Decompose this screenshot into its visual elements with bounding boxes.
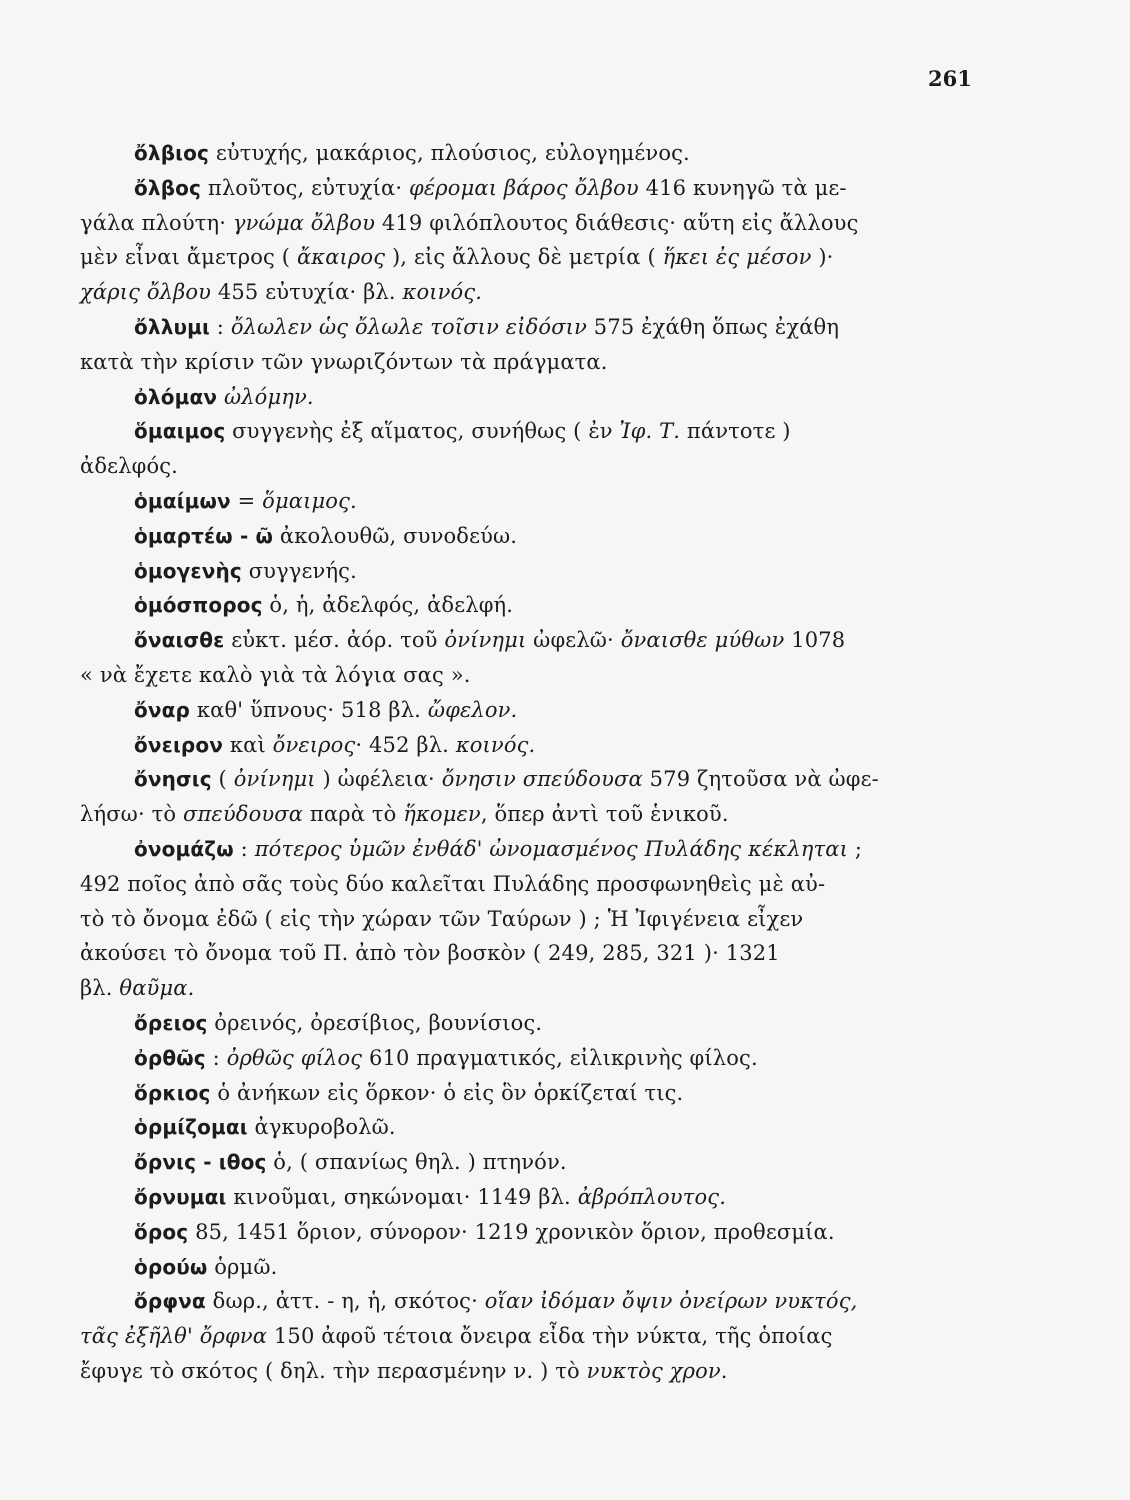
headword: ὄλβιος — [134, 141, 210, 165]
headword: ὄναρ — [134, 697, 191, 722]
text-line — [80, 728, 1080, 763]
text-run: · 452 βλ. — [355, 732, 456, 757]
text-run: ἀκούσει τὸ ὄνομα τοῦ Π. ἀπὸ τὸν βοσκὸν ( 249, 285, 321 )· 1321 — [80, 941, 780, 966]
headword: ὄρφνα — [134, 1289, 206, 1314]
text-run: = — [230, 488, 263, 513]
italic-text: ἀβρόπλουτος. — [577, 1184, 727, 1209]
italic-text: γνώμα ὄλβου — [232, 210, 376, 235]
headword: ὀλόμαν — [134, 384, 218, 409]
headword: ὅμαιμος — [134, 419, 226, 444]
italic-text: ὤφελον. — [427, 697, 518, 722]
italic-text: χάρις ὄλβου — [80, 280, 212, 305]
text-run: βλ. — [80, 976, 120, 1001]
headword: ὅρος — [134, 1219, 189, 1244]
text-run: 610 πραγματικός, εἰλικρινὴς φίλος. — [362, 1045, 758, 1070]
italic-text: θαῦμα. — [119, 976, 195, 1001]
headword: ὄρνις - ιθος — [134, 1150, 267, 1175]
text-run: : — [205, 1045, 227, 1070]
text-run: ὁ, ( σπανίως θηλ. ) πτηνόν. — [266, 1150, 567, 1175]
text-line — [80, 693, 1080, 728]
text-run: 492 ποῖος ἀπὸ σᾶς τοὺς δύο καλεῖται Πυλάδης προσφωνηθεὶς μὲ αὐ- — [80, 871, 826, 896]
text-run: μὲν εἶναι ἄμετρος ( — [80, 245, 297, 270]
italic-text: κοινός. — [455, 732, 536, 757]
text-line — [80, 519, 1080, 554]
text-line — [80, 171, 1080, 206]
italic-text: ἥκομεν — [403, 802, 481, 827]
text-line — [80, 658, 1080, 693]
text-run: εὐκτ. μέσ. ἀόρ. τοῦ — [224, 628, 445, 653]
headword: ὄρειος — [134, 1010, 208, 1035]
text-run: συγγενής. — [241, 558, 357, 583]
text-line — [80, 345, 1080, 380]
text-line — [80, 588, 1080, 623]
italic-text: τᾶς ἐξῆλθ' ὄρφνα — [80, 1324, 268, 1349]
headword: ὄναισθε — [134, 628, 225, 653]
italic-text: ὀνίνημι — [233, 767, 316, 792]
text-run: 85, 1451 ὅριον, σύνορον· 1219 χρονικὸν ὅριον, προθεσμία. — [188, 1219, 835, 1244]
text-run: ὁρμῶ. — [207, 1254, 278, 1279]
italic-text: ἥκει ἐς μέσον — [662, 245, 812, 270]
page-number: 261 — [928, 66, 972, 91]
text-run: ὁ, ἡ, ἀδελφός, ἀδελφή. — [262, 593, 514, 618]
headword: ὄνειρον — [134, 732, 224, 757]
italic-text: ὄνησιν σπεύδουσα — [441, 767, 643, 792]
text-line — [80, 1354, 1080, 1389]
text-run: καθ' ὕπνους· 518 βλ. — [190, 697, 428, 722]
text-line — [80, 554, 1080, 589]
text-line — [80, 136, 1080, 171]
text-line — [80, 1041, 1080, 1076]
headword: ὄρνυμαι — [134, 1184, 227, 1209]
text-run: ἀκολουθῶ, συνοδεύω. — [273, 523, 518, 548]
text-run: ὁ ἀνήκων εἰς ὅρκον· ὁ εἰς ὃν ὁρκίζεταί τις. — [210, 1080, 684, 1105]
text-run: 579 ζητοῦσα νὰ ὠφε- — [642, 767, 879, 792]
text-line — [80, 240, 1080, 275]
dictionary-entries — [80, 136, 1080, 1389]
text-line — [80, 414, 1080, 449]
headword: ὀνομάζω — [134, 836, 234, 861]
text-line — [80, 206, 1080, 241]
headword: ὁμογενὴς — [134, 558, 242, 583]
text-line — [80, 1284, 1080, 1319]
text-run: 575 ἐχάθη ὅπως ἐχάθη — [586, 314, 840, 339]
headword: ὁμόσπορος — [134, 593, 263, 618]
text-run: ( — [211, 767, 234, 792]
headword: ὁρούω — [134, 1254, 208, 1279]
text-line — [80, 797, 1080, 832]
italic-text: οἵαν ἰδόμαν ὄψιν ὀνείρων νυκτός, — [484, 1289, 858, 1314]
text-run: δωρ., ἀττ. - η, ἡ, σκότος· — [205, 1289, 485, 1314]
italic-text: ὀνίνημι — [444, 628, 527, 653]
text-run: , ὅπερ ἀντὶ τοῦ ἑνικοῦ. — [480, 802, 729, 827]
text-line — [80, 380, 1080, 415]
italic-text: Ἰφ. Τ. — [619, 419, 681, 444]
text-run: ὠφελῶ· — [526, 628, 621, 653]
text-line — [80, 1180, 1080, 1215]
text-run: εὐτυχής, μακάριος, πλούσιος, εὐλογημένος. — [209, 141, 690, 165]
text-run: λήσω· τὸ — [80, 802, 183, 827]
text-line — [80, 971, 1080, 1006]
text-line — [80, 623, 1080, 658]
text-run: 416 κυνηγῶ τὰ με- — [638, 175, 847, 200]
text-run: ), εἰς ἄλλους δὲ μετρία ( — [385, 245, 663, 270]
text-run: 419 φιλόπλουτος διάθεσις· αὕτη εἰς ἄλλους — [375, 210, 859, 235]
text-run: πλοῦτος, εὐτυχία· — [201, 175, 410, 200]
headword: ὄνησις — [134, 767, 212, 792]
text-run: πάντοτε ) — [680, 419, 791, 444]
text-line — [80, 902, 1080, 937]
text-run: ὀρεινός, ὀρεσίβιος, βουνίσιος. — [207, 1010, 543, 1035]
text-run: τὸ τὸ ὄνομα ἐδῶ ( εἰς τὴν χώραν τῶν Ταύρων ) ; Ἡ Ἰφιγένεια εἶχεν — [80, 906, 804, 931]
text-run: 455 εὐτυχία· βλ. — [211, 280, 403, 305]
italic-text: κοινός. — [402, 280, 483, 305]
text-line — [80, 1250, 1080, 1285]
italic-text: ὄνειρος — [272, 732, 356, 757]
italic-text: ὄναισθε μύθων — [620, 628, 785, 653]
text-line — [80, 449, 1080, 484]
italic-text: ὠλόμην. — [223, 384, 314, 409]
text-run: ; — [848, 836, 863, 861]
text-run: 150 ἀφοῦ τέτοια ὄνειρα εἶδα τὴν νύκτα, τῆς ὁποίας — [267, 1324, 833, 1349]
headword: ὄλλυμι — [134, 314, 210, 339]
text-line — [80, 1319, 1080, 1354]
headword: ὁμαίμων — [134, 488, 231, 513]
text-run: ἔφυγε τὸ σκότος ( δηλ. τὴν περασμένην ν. ) τὸ — [80, 1358, 587, 1383]
text-run: κατὰ τὴν κρίσιν τῶν γνωριζόντων τὰ πράγματα. — [80, 349, 608, 374]
text-line — [80, 1076, 1080, 1111]
text-run: : — [233, 836, 255, 861]
text-line — [80, 1006, 1080, 1041]
text-line — [80, 310, 1080, 345]
text-line — [80, 275, 1080, 310]
text-run: συγγενὴς ἐξ αἵματος, συνήθως ( ἐν — [225, 419, 620, 444]
text-run: γάλα πλούτη· — [80, 210, 233, 235]
text-run: ἀδελφός. — [80, 454, 178, 479]
text-line — [80, 484, 1080, 519]
text-line — [80, 832, 1080, 867]
text-run: ) ὠφέλεια· — [315, 767, 442, 792]
italic-text: ἄκαιρος — [296, 245, 386, 270]
italic-text: νυκτὸς χρον. — [586, 1358, 728, 1383]
headword: ὁρμίζομαι — [134, 1115, 248, 1140]
italic-text: ὅμαιμος. — [262, 488, 357, 513]
headword: ὄλβος — [134, 175, 202, 200]
text-line — [80, 762, 1080, 797]
italic-text: σπεύδουσα — [183, 802, 304, 827]
text-run: : — [209, 314, 231, 339]
text-run: )· — [811, 245, 834, 270]
text-run: « νὰ ἔχετε καλὸ γιὰ τὰ λόγια σας ». — [80, 662, 471, 687]
headword: ὀρθῶς — [134, 1045, 206, 1070]
text-line — [80, 867, 1080, 902]
text-line — [80, 936, 1080, 971]
text-run — [217, 385, 224, 409]
text-run: ἀγκυροβολῶ. — [247, 1115, 396, 1140]
italic-text: ὀρθῶς φίλος — [226, 1045, 363, 1070]
text-line — [80, 1110, 1080, 1145]
text-run: παρὰ τὸ — [303, 802, 404, 827]
headword: ὁμαρτέω - ῶ — [134, 523, 274, 548]
headword: ὅρκιος — [134, 1080, 211, 1105]
italic-text: φέρομαι βάρος ὄλβου — [409, 175, 639, 200]
text-line — [80, 1145, 1080, 1180]
text-run: 1078 — [784, 628, 846, 653]
italic-text: πότερος ὑμῶν ἐνθάδ' ὠνομασμένος Πυλάδης κέκληται — [254, 836, 849, 861]
text-run: καὶ — [223, 732, 273, 757]
text-line — [80, 1215, 1080, 1250]
italic-text: ὄλωλεν ὡς ὄλωλε τοῖσιν εἰδόσιν — [230, 314, 587, 339]
text-run: κινοῦμαι, σηκώνομαι· 1149 βλ. — [226, 1184, 578, 1209]
